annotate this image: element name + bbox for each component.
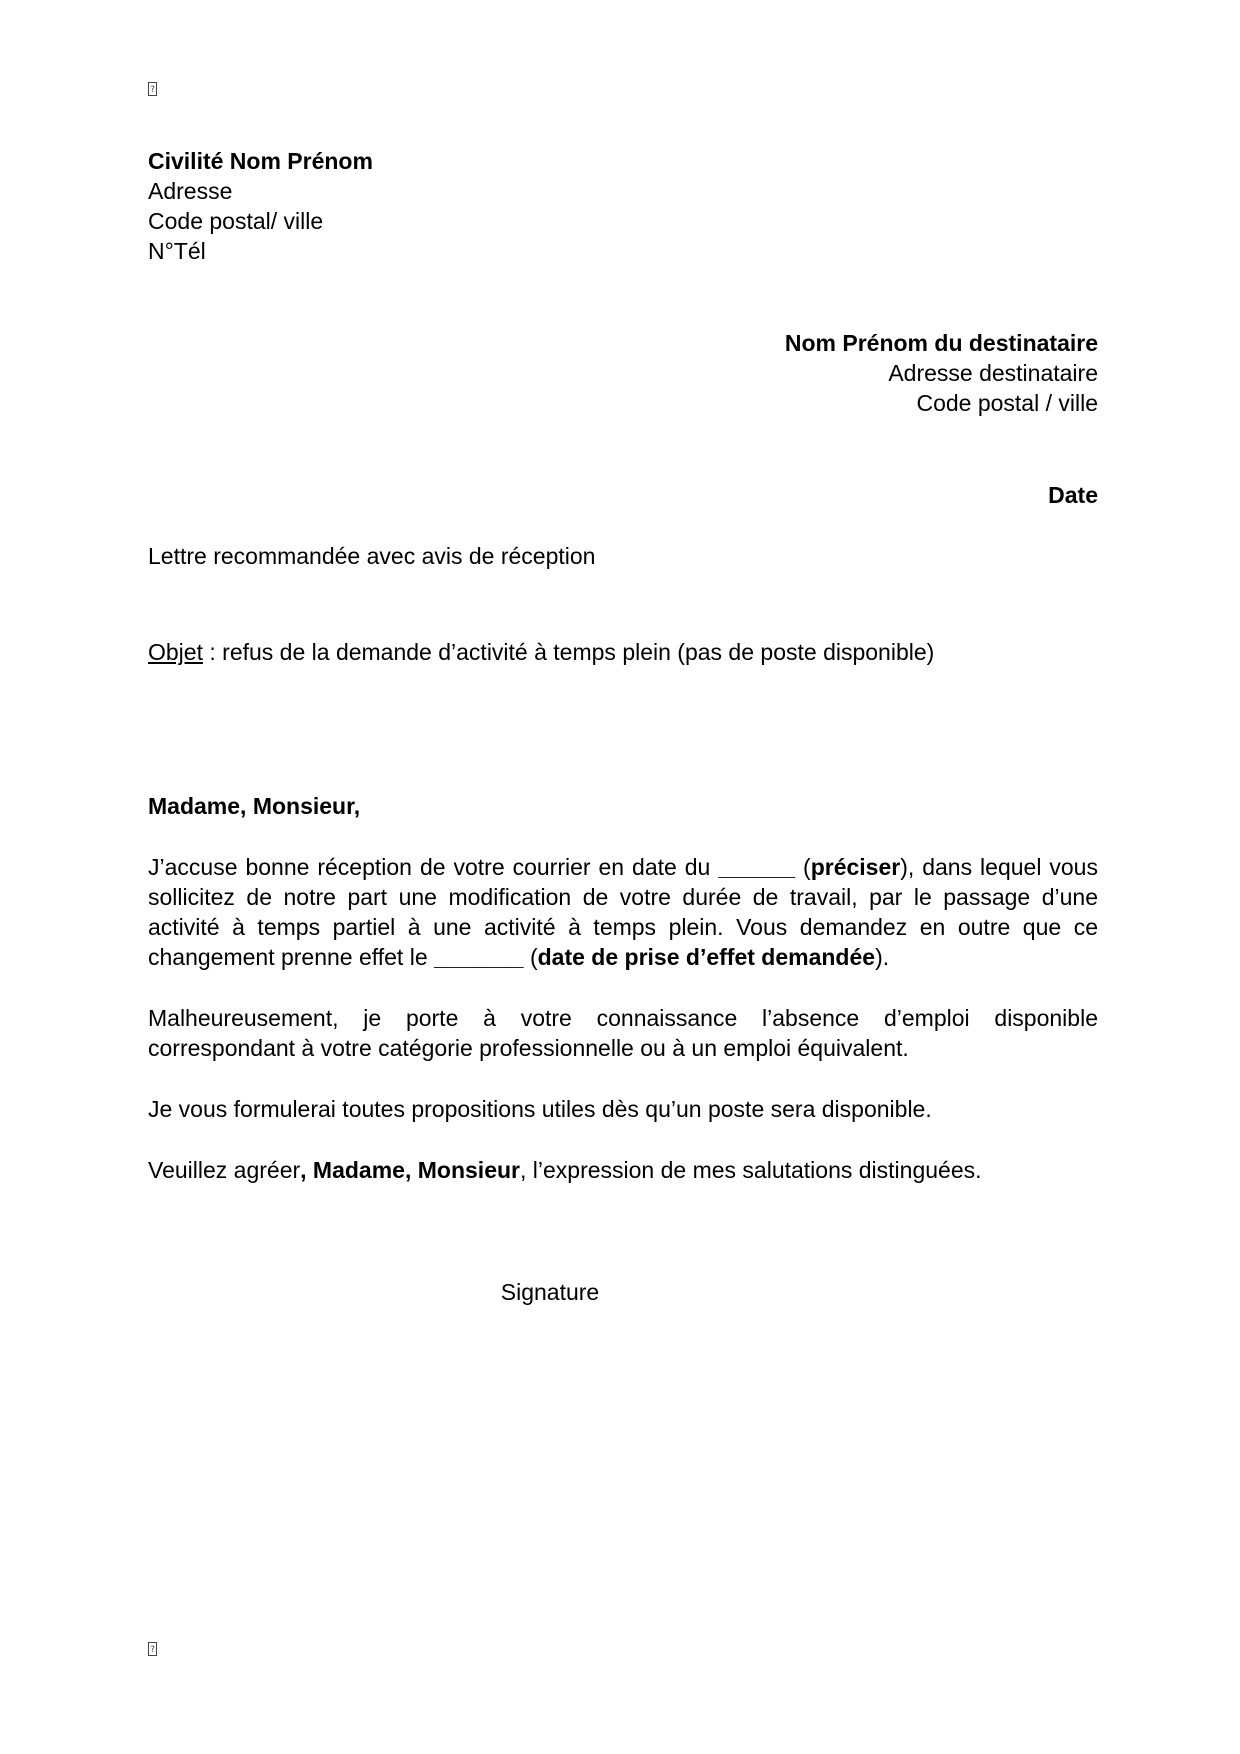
paragraph1-text: J’accuse bonne réception de votre courrier en date du [148,854,719,880]
closing-text: , l’expression de mes salutations distinguées. [519,1157,982,1183]
blank-effective-date: _______ [434,944,524,970]
sender-name: Civilité Nom Prénom [148,148,373,174]
subject-label: Objet [148,639,203,665]
paragraph2-line-2: correspondant à votre catégorie professionnelle ou à un emploi équivalent. [148,1035,909,1061]
delivery-mode: Lettre recommandée avec avis de réception [148,543,596,569]
sender-address: Adresse [148,178,233,204]
closing-formula [148,1155,982,1185]
recipient-name: Nom Prénom du destinataire [784,330,1098,356]
placeholder-preciser: préciser [810,854,901,880]
paragraph2-line-1: Malheureusement, je porte à votre connaissance l’absence d’emploi disponible [148,1005,1098,1031]
signature-label: Signature [500,1279,600,1305]
blank-letter-date: ______ [718,854,796,880]
recipient-city: Code postal / ville [916,390,1098,416]
paragraph1-text: ( [795,854,811,880]
subject-line [148,637,934,667]
recipient-address: Adresse destinataire [888,360,1098,386]
paragraph1-line-2: sollicitez de notre part une modification de votre durée de travail, par le passage d’une [148,884,1098,910]
paragraph1-text: changement prenne effet le [148,944,435,970]
closing-addressee: , Madame, Monsieur [300,1157,520,1183]
paragraph1-text: ), dans lequel vous [900,854,1098,880]
paragraph1-text: ). [875,944,890,970]
paragraph-acknowledgement [148,852,1098,972]
sender-city: Code postal/ ville [148,208,324,234]
salutation: Madame, Monsieur, [148,793,361,819]
paragraph-proposal: Je vous formulerai toutes propositions utiles dès qu’un poste sera disponible. [148,1096,932,1122]
sender-block [148,146,373,266]
subject-text: : refus de la demande d’activité à temps plein (pas de poste disponible) [202,639,935,665]
paragraph-refusal [148,1003,1098,1063]
paragraph1-line-4 [148,942,1098,972]
paragraph1-line-1 [148,852,1098,882]
closing-text: Veuillez agréer [148,1157,301,1183]
recipient-block [785,328,1098,418]
sender-phone: N°Tél [148,238,206,264]
date-label: Date [1048,482,1098,508]
missing-glyph-marker-top: ? [148,82,157,96]
paragraph1-line-3: activité à temps partiel à une activité à temps plein. Vous demandez en outre que ce [148,914,1098,940]
missing-glyph-marker-bottom: ? [148,1642,157,1656]
paragraph1-text: ( [523,944,538,970]
placeholder-effective-date: date de prise d’effet demandée [537,944,876,970]
